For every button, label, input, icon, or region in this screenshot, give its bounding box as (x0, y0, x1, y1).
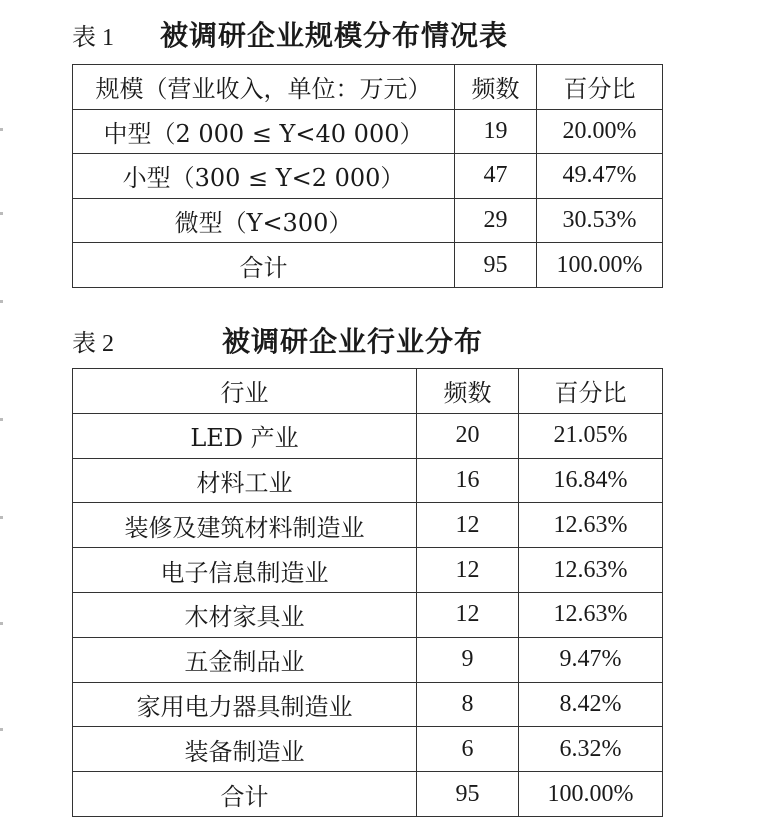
total-percentage-cell: 100.00% (537, 243, 663, 288)
enterprise-scale-table (72, 64, 663, 288)
table-row (73, 727, 663, 772)
table1-label: 表 1 (72, 24, 114, 51)
table-row (73, 458, 663, 503)
industry-cell: 木材家具业 (73, 592, 417, 637)
header-percentage: 百分比 (519, 369, 663, 414)
industry-cell: 五金制品业 (73, 637, 417, 682)
table-row (73, 109, 663, 154)
total-label-cell: 合计 (73, 243, 455, 288)
scale-cell: 微型（Y<300） (73, 198, 455, 243)
table-row (73, 154, 663, 199)
total-frequency-cell: 95 (455, 243, 537, 288)
header-percentage: 百分比 (537, 65, 663, 110)
frequency-cell: 9 (417, 637, 519, 682)
table-row (73, 592, 663, 637)
scan-mark (0, 418, 3, 421)
percentage-cell: 12.63% (519, 592, 663, 637)
percentage-cell: 20.00% (537, 109, 663, 154)
industry-cell: 装备制造业 (73, 727, 417, 772)
percentage-cell: 12.63% (519, 503, 663, 548)
scan-mark (0, 128, 3, 131)
total-label-cell: 合计 (73, 772, 417, 817)
percentage-cell: 9.47% (519, 637, 663, 682)
table-total-row (73, 772, 663, 817)
header-scale: 规模（营业收入，单位：万元） (73, 65, 455, 110)
table-row (73, 413, 663, 458)
header-frequency: 频数 (417, 369, 519, 414)
scan-mark (0, 728, 3, 731)
table-row (73, 198, 663, 243)
table1-caption (72, 14, 508, 54)
table2-label: 表 2 (72, 330, 114, 357)
table-header-row (73, 65, 663, 110)
header-industry: 行业 (73, 369, 417, 414)
table-row (73, 548, 663, 593)
industry-cell: 家用电力器具制造业 (73, 682, 417, 727)
frequency-cell: 12 (417, 548, 519, 593)
industry-cell: 电子信息制造业 (73, 548, 417, 593)
percentage-cell: 49.47% (537, 154, 663, 199)
table-row (73, 682, 663, 727)
frequency-cell: 8 (417, 682, 519, 727)
frequency-cell: 12 (417, 592, 519, 637)
table2-caption (72, 320, 483, 360)
industry-cell: LED 产业 (73, 413, 417, 458)
scale-cell: 小型（300 ≤ Y<2 000） (73, 154, 455, 199)
industry-distribution-table (72, 368, 663, 817)
industry-cell: 材料工业 (73, 458, 417, 503)
table-row (73, 503, 663, 548)
scan-mark (0, 212, 3, 215)
total-frequency-cell: 95 (417, 772, 519, 817)
percentage-cell: 21.05% (519, 413, 663, 458)
industry-cell: 装修及建筑材料制造业 (73, 503, 417, 548)
scan-mark (0, 516, 3, 519)
frequency-cell: 29 (455, 198, 537, 243)
frequency-cell: 20 (417, 413, 519, 458)
frequency-cell: 6 (417, 727, 519, 772)
percentage-cell: 30.53% (537, 198, 663, 243)
percentage-cell: 6.32% (519, 727, 663, 772)
table2-title: 被调研企业行业分布 (222, 325, 484, 358)
table1-title: 被调研企业规模分布情况表 (160, 19, 509, 52)
table-header-row (73, 369, 663, 414)
table-total-row (73, 243, 663, 288)
scan-mark (0, 300, 3, 303)
scale-cell: 中型（2 000 ≤ Y<40 000） (73, 109, 455, 154)
frequency-cell: 19 (455, 109, 537, 154)
total-percentage-cell: 100.00% (519, 772, 663, 817)
frequency-cell: 16 (417, 458, 519, 503)
percentage-cell: 16.84% (519, 458, 663, 503)
header-frequency: 频数 (455, 65, 537, 110)
frequency-cell: 47 (455, 154, 537, 199)
scan-mark (0, 622, 3, 625)
percentage-cell: 12.63% (519, 548, 663, 593)
table-row (73, 637, 663, 682)
percentage-cell: 8.42% (519, 682, 663, 727)
frequency-cell: 12 (417, 503, 519, 548)
